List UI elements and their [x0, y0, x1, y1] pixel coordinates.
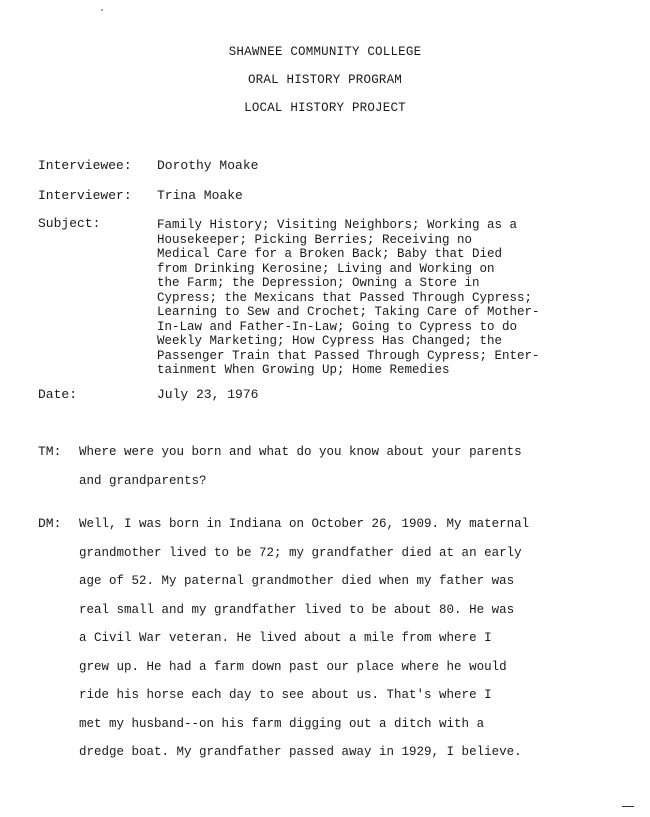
subject-line: In-Law and Father-In-Law; Going to Cypress to do — [157, 319, 518, 334]
date-value: July 23, 1976 — [157, 387, 259, 402]
interviewee-value: Dorothy Moake — [157, 158, 259, 173]
header-institution: SHAWNEE COMMUNITY COLLEGE — [228, 45, 422, 59]
dialog-line: Well, I was born in Indiana on October 26, 1909. My maternal — [79, 517, 530, 531]
dialog-line: ride his horse each day to see about us. That's where I — [79, 688, 492, 702]
subject-line: Housekeeper; Picking Berries; Receiving no — [157, 232, 473, 247]
interviewee-label: Interviewee: — [38, 158, 132, 173]
subject-line: the Farm; the Depression; Owning a Store in — [157, 276, 480, 290]
dialog-line: grew up. He had a farm down past our place where he would — [79, 659, 507, 674]
dialog-line: real small and my grandfather lived to be about 80. He was — [79, 602, 515, 617]
header-program: ORAL HISTORY PROGRAM — [247, 73, 403, 87]
subject-line: Passenger Train that Passed Through Cypress; Enter- — [157, 348, 540, 363]
header-project: LOCAL HISTORY PROJECT — [244, 101, 406, 115]
dialog-line: dredge boat. My grandfather passed away in 1929, I believe. — [79, 745, 522, 759]
dialog-block — [79, 510, 529, 767]
interviewer-value: Trina Moake — [157, 188, 243, 203]
dialog-line: a Civil War veteran. He lived about a mile from where I — [79, 631, 492, 645]
dialog-line: Where were you born and what do you know about your parents — [79, 445, 522, 459]
dialog-line: grandmother lived to be 72; my grandfather died at an early — [79, 545, 522, 560]
subject-text — [157, 218, 597, 378]
dialog-line: and grandparents? — [79, 473, 207, 488]
dialog-line: met my husband--on his farm digging out a ditch with a — [79, 716, 485, 731]
dialog-line: age of 52. My paternal grandmother died when my father was — [79, 574, 515, 588]
date-label: Date: — [38, 387, 78, 402]
speaker-label: TM: — [38, 444, 62, 459]
subject-line: tainment When Growing Up; Home Remedies — [157, 363, 450, 377]
subject-line: from Drinking Kerosine; Living and Working on — [157, 261, 495, 276]
subject-line: Cypress; the Mexicans that Passed Through Cypress; — [157, 290, 533, 305]
scan-speck — [101, 9, 103, 11]
subject-line: Medical Care for a Broken Back; Baby that Died — [157, 247, 503, 261]
subject-line: Learning to Sew and Crochet; Taking Care of Mother- — [157, 305, 540, 319]
speaker-label: DM: — [38, 516, 62, 531]
subject-label: Subject: — [38, 216, 101, 231]
subject-line: Weekly Marketing; How Cypress Has Changed; the — [157, 334, 503, 348]
dialog-block — [79, 438, 522, 495]
interviewer-label: Interviewer: — [38, 188, 132, 203]
subject-line: Family History; Visiting Neighbors; Working as a — [157, 218, 518, 232]
page-edge-mark — [622, 806, 634, 807]
